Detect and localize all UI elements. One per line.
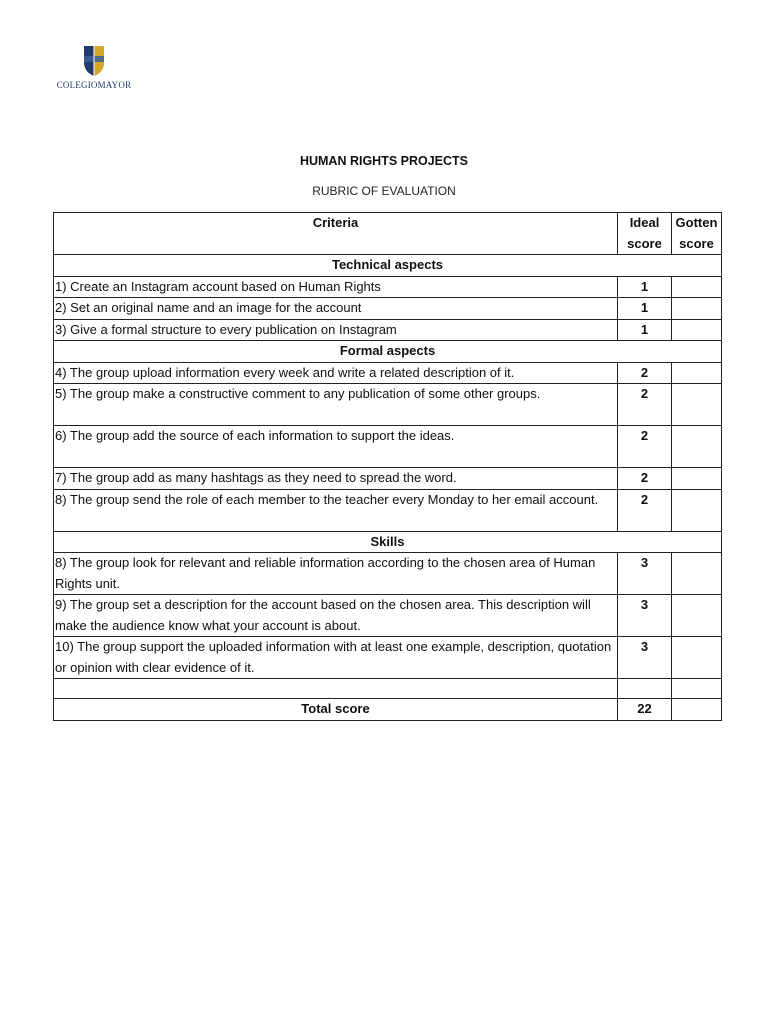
gotten-score-cell[interactable]: [672, 426, 722, 468]
criteria-text: 7) The group add as many hashtags as they need to spread the word.: [54, 468, 618, 490]
gotten-score-cell[interactable]: [672, 276, 722, 298]
gotten-score-cell[interactable]: [672, 298, 722, 320]
section-row: [54, 341, 722, 363]
criteria-text: 1) Create an Instagram account based on Human Rights: [54, 276, 618, 298]
section-row: [54, 255, 722, 277]
ideal-score-cell: 3: [618, 553, 672, 595]
gotten-score-cell[interactable]: [672, 384, 722, 426]
section-title: Formal aspects: [54, 341, 722, 363]
empty-cell: [618, 679, 672, 699]
criteria-header: Criteria: [54, 213, 618, 255]
ideal-score-cell: 3: [618, 595, 672, 637]
empty-cell: [672, 679, 722, 699]
ideal-score-cell: 3: [618, 637, 672, 679]
gotten-score-cell[interactable]: [672, 637, 722, 679]
ideal-score-header: Ideal score: [618, 213, 672, 255]
gotten-score-cell[interactable]: [672, 468, 722, 490]
criteria-text: 6) The group add the source of each information to support the ideas.: [54, 426, 618, 468]
total-ideal-score: 22: [618, 699, 672, 721]
criteria-text: 2) Set an original name and an image for the account: [54, 298, 618, 320]
total-row: [54, 699, 722, 721]
ideal-score-cell: 2: [618, 468, 672, 490]
ideal-score-cell: 1: [618, 276, 672, 298]
criteria-row: [54, 319, 722, 341]
gotten-score-cell[interactable]: [672, 489, 722, 531]
gotten-score-cell[interactable]: [672, 595, 722, 637]
gotten-score-header: Gotten score: [672, 213, 722, 255]
criteria-row: [54, 426, 722, 468]
shield-crest-icon: [82, 44, 106, 78]
criteria-row: [54, 276, 722, 298]
gotten-score-cell[interactable]: [672, 362, 722, 384]
gotten-score-cell[interactable]: [672, 553, 722, 595]
table-header-row: [54, 213, 722, 255]
section-row: [54, 531, 722, 553]
criteria-row: [54, 298, 722, 320]
criteria-row: [54, 489, 722, 531]
ideal-score-cell: 2: [618, 426, 672, 468]
criteria-text: 3) Give a formal structure to every publication on Instagram: [54, 319, 618, 341]
gotten-score-cell[interactable]: [672, 319, 722, 341]
criteria-text: 4) The group upload information every week and write a related description of it.: [54, 362, 618, 384]
total-gotten-score[interactable]: [672, 699, 722, 721]
criteria-row: [54, 595, 722, 637]
logo-text: COLEGIOMAYOR: [56, 80, 132, 90]
ideal-score-cell: 1: [618, 298, 672, 320]
criteria-row: [54, 384, 722, 426]
criteria-text: 9) The group set a description for the account based on the chosen area. This description will make the audience know what your account is about.: [54, 595, 618, 637]
school-logo: [52, 44, 136, 100]
rubric-table: [53, 212, 722, 721]
criteria-text: 10) The group support the uploaded information with at least one example, description, quotation or opinion with clear evidence of it.: [54, 637, 618, 679]
criteria-text: 8) The group send the role of each member to the teacher every Monday to her email account.: [54, 489, 618, 531]
criteria-row: [54, 468, 722, 490]
section-title: Skills: [54, 531, 722, 553]
criteria-row: [54, 362, 722, 384]
ideal-score-cell: 1: [618, 319, 672, 341]
criteria-text: 8) The group look for relevant and reliable information according to the chosen area of Human Rights unit.: [54, 553, 618, 595]
ideal-score-cell: 2: [618, 489, 672, 531]
ideal-score-cell: 2: [618, 384, 672, 426]
document-title: HUMAN RIGHTS PROJECTS: [299, 154, 469, 168]
empty-row: [54, 679, 722, 699]
criteria-text: 5) The group make a constructive comment to any publication of some other groups.: [54, 384, 618, 426]
section-title: Technical aspects: [54, 255, 722, 277]
ideal-score-cell: 2: [618, 362, 672, 384]
total-label: Total score: [54, 699, 618, 721]
empty-cell: [54, 679, 618, 699]
criteria-row: [54, 553, 722, 595]
criteria-row: [54, 637, 722, 679]
document-subtitle: RUBRIC OF EVALUATION: [312, 184, 456, 198]
